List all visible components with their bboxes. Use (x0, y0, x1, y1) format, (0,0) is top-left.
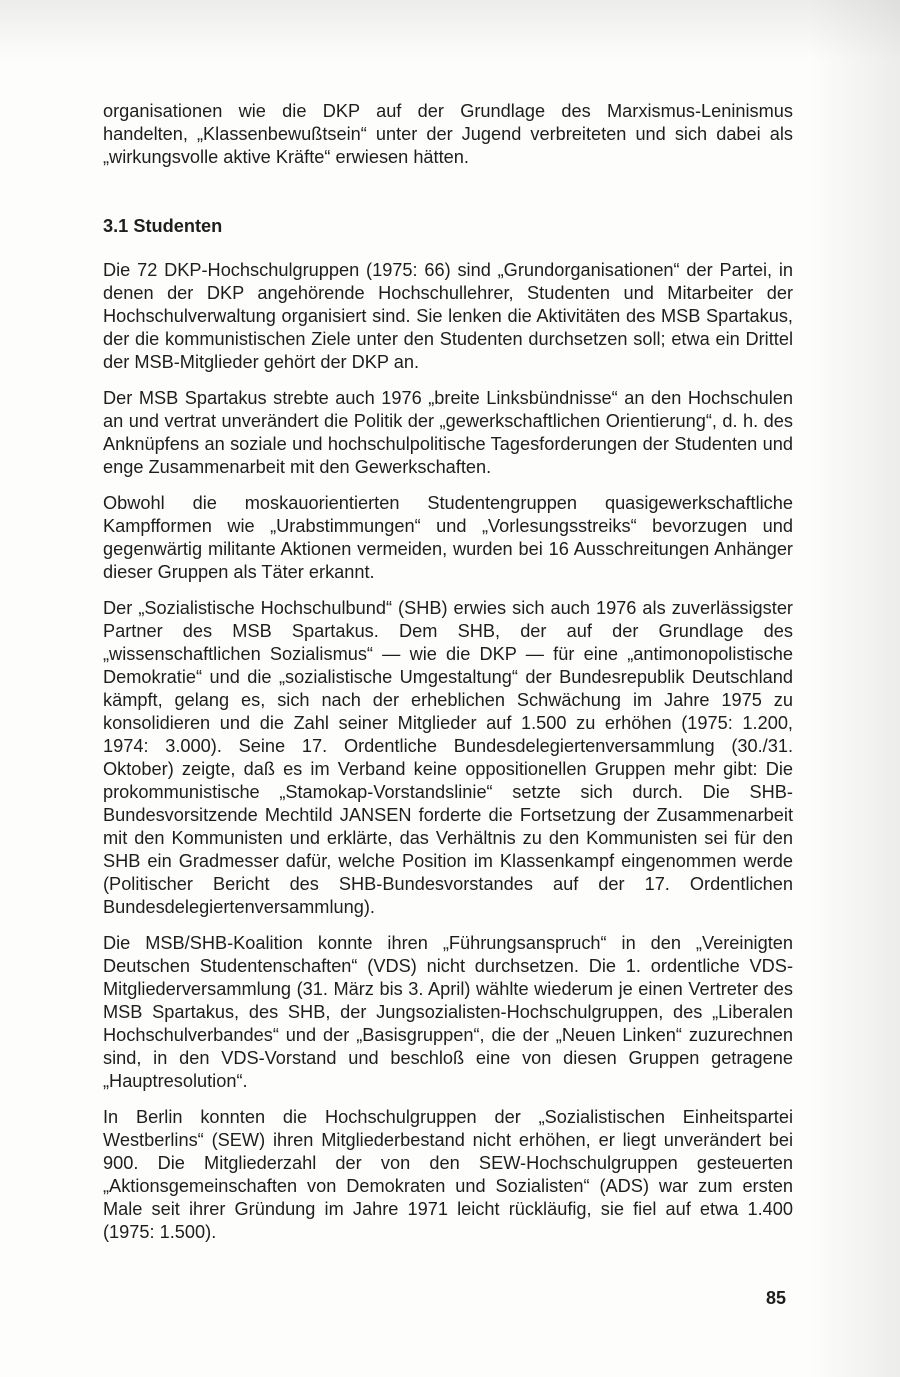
page-body (103, 100, 793, 1257)
paragraph-studentengruppen: Obwohl die moskauorientierten Studentengruppen quasigewerkschaftliche Kampfformen wie „Urabstimmungen“ und „Vorlesungsstreiks“ bevorzugen und gegenwärtig militante Aktionen vermeiden, wurden bei 16 Ausschreitungen Anhänger dieser Gruppen als Täter erkannt. (103, 493, 793, 582)
page-number: 85 (766, 1288, 787, 1308)
section-heading: 3.1 Studenten (103, 216, 223, 236)
paragraph-berlin-sew: In Berlin konnten die Hochschulgruppen der „Sozialistischen Einheitspartei Westberlins“ (SEW) ihren Mitgliederbestand nicht erhöhen, er liegt unverändert bei 900. Die Mitgliederzahl der von den SEW-Hochschulgruppen gesteuerten „Aktionsgemeinschaften von Demokraten und Sozialisten“ (ADS) war zum ersten Male seit ihrer Gründung im Jahre 1971 leicht rückläufig, sie fiel auf etwa 1.400 (1975: 1.500). (103, 1107, 793, 1242)
scan-shadow-right (810, 0, 900, 1377)
paragraph-shb: Der „Sozialistische Hochschulbund“ (SHB) erwies sich auch 1976 als zuverlässigster Partner des MSB Spartakus. Dem SHB, der auf der Grundlage des „wissenschaftlichen Sozialismus“ — wie die DKP — für eine „antimonopolistische Demokratie“ und die „sozialistische Umgestaltung“ der Bundesrepublik Deutschland kämpft, gelang es, sich nach der erheblichen Schwächung im Jahre 1975 zu konsolidieren und die Zahl seiner Mitglieder auf 1.500 zu erhöhen (1975: 1.200, 1974: 3.000). Seine 17. Ordentliche Bundesdelegiertenversammlung (30./31. Oktober) zeigte, daß es im Verband keine oppositionellen Gruppen mehr gibt: Die prokommunistische „Stamokap-Vorstandslinie“ setzte sich durch. Die SHB-Bundesvorsitzende Mechtild JANSEN forderte die Fortsetzung der Zusammenarbeit mit den Kommunisten und erklärte, das Verhältnis zu den Kommunisten sei für den SHB ein Gradmesser dafür, welche Position im Klassenkampf eingenommen werde (Politischer Bericht des SHB-Bundesvorstandes auf der 17. Ordentlichen Bundesdelegiertenversammlung). (103, 598, 793, 917)
intro-paragraph: organisationen wie die DKP auf der Grundlage des Marxismus-Leninismus handelten, „Klassenbewußtsein“ unter der Jugend verbreiteten und sich dabei als „wirkungsvolle aktive Kräfte“ erwiesen hätten. (103, 101, 793, 167)
paragraph-vds: Die MSB/SHB-Koalition konnte ihren „Führungsanspruch“ in den „Vereinigten Deutschen Studentenschaften“ (VDS) nicht durchsetzen. Die 1. ordentliche VDS-Mitgliederversammlung (31. März bis 3. April) wählte wiederum je einen Vertreter des MSB Spartakus, des SHB, der Jungsozialisten-Hochschulgruppen, des „Liberalen Hochschulverbandes“ und der „Basisgruppen“, die der „Neuen Linken“ zuzurechnen sind, in den VDS-Vorstand und beschloß eine von diesen Gruppen getragene „Hauptresolution“. (103, 933, 793, 1091)
paragraph-msb-spartakus: Der MSB Spartakus strebte auch 1976 „breite Linksbündnisse“ an den Hochschulen an und vertrat unverändert die Politik der „gewerkschaftlichen Orientierung“, d. h. des Anknüpfens an soziale und hochschulpolitische Tagesforderungen der Studenten und enge Zusammenarbeit mit den Gewerkschaften. (103, 388, 793, 477)
paragraph-dkp-hochschulgruppen: Die 72 DKP-Hochschulgruppen (1975: 66) sind „Grundorganisationen“ der Partei, in denen der DKP angehörende Hochschullehrer, Studenten und Mitarbeiter der Hochschulverwaltung organisiert sind. Sie lenken die Aktivitäten des MSB Spartakus, der die kommunistischen Ziele unter den Studenten durchsetzen soll; etwa ein Drittel der MSB-Mitglieder gehört der DKP an. (103, 260, 793, 372)
scan-shadow-top (0, 0, 900, 60)
